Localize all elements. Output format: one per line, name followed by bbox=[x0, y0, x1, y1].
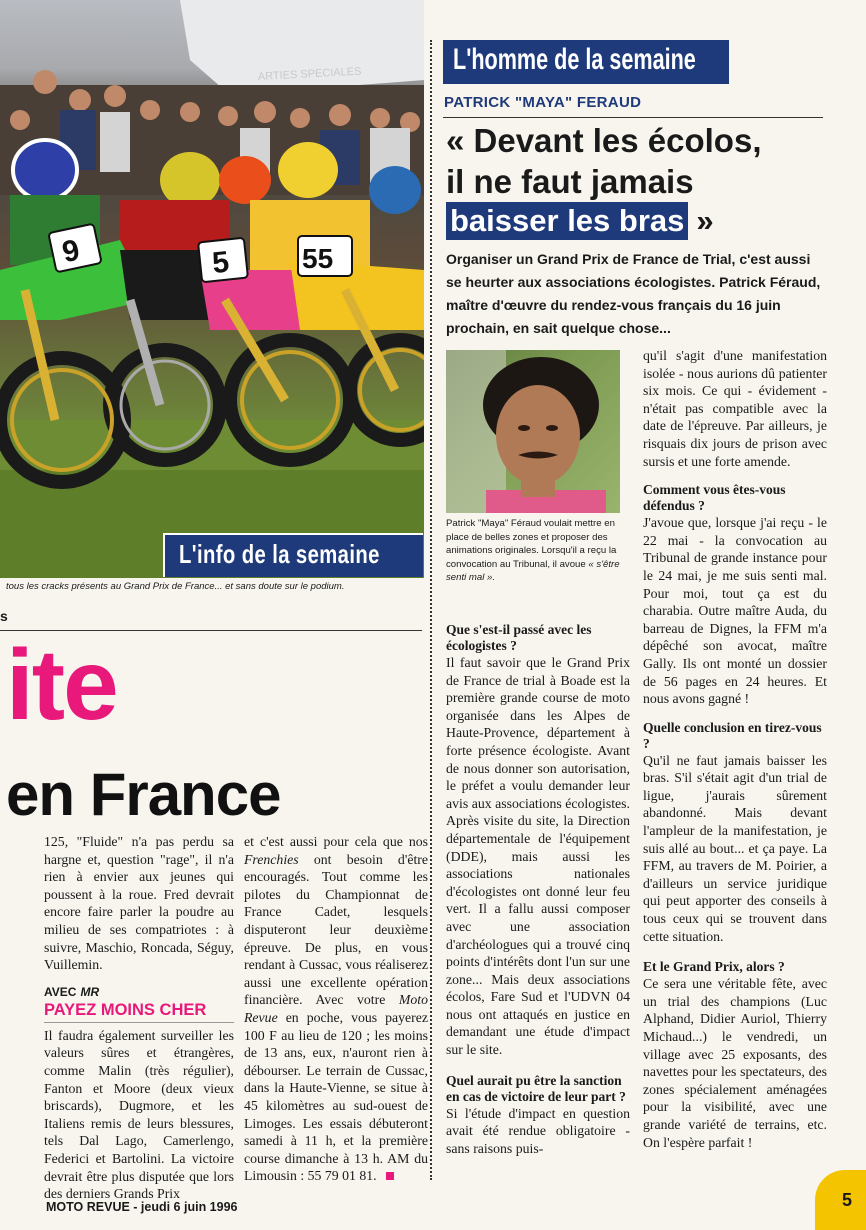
tent-text: ARTIES SPECIALES bbox=[257, 65, 362, 83]
page-number: 5 bbox=[842, 1190, 853, 1210]
answer-2: Si l'étude d'impact en question avait été rendue obligatoire - sans raisons puis- bbox=[446, 1105, 630, 1156]
avec-label: AVEC bbox=[44, 984, 77, 999]
col2-part-a: et c'est aussi pour cela que nos bbox=[244, 834, 428, 849]
question-1: Que s'est-il passé avec les écologistes ? bbox=[446, 622, 592, 653]
question-4: Quelle conclusion en tirez-vous ? bbox=[643, 719, 822, 751]
interviewee-name: PATRICK "MAYA" FERAUD bbox=[444, 94, 642, 111]
tent-canopy bbox=[180, 0, 424, 95]
title-line-2: il ne faut jamais bbox=[446, 163, 694, 200]
end-square bbox=[386, 1172, 394, 1180]
answer-5: Ce sera une véritable fête, avec un trial des champions (Luc Alphand, Didier Auriol, Thierry Michaud...) le vendredi, un village avec 25 exposants, des navettes pour les spectateurs, des zones spécialement aménagées pour la visibilité, avec une grande variété de terrains, etc. On l'espère parfait ! bbox=[643, 976, 827, 1150]
qa-col-2 bbox=[643, 347, 827, 1151]
payez-moins-cher: PAYEZ MOINS CHER bbox=[44, 1001, 234, 1023]
motocross-scene bbox=[0, 0, 424, 578]
kicker-text: L'homme de la semaine bbox=[453, 43, 696, 76]
col2-moto-revue: Moto Revue bbox=[244, 992, 429, 1025]
left-col-1 bbox=[44, 833, 234, 1203]
portrait-photo bbox=[446, 350, 620, 513]
plate-number-5: 5 bbox=[210, 245, 231, 281]
answer-1: Il faut savoir que le Grand Prix de France de trial à Boade est la première grande course de moto organisée dans les Alpes de Haute-Provence, département à forte présence écologiste. Avant de nous donner son autorisation, le préfet a voulu demander leur avis aux associations écologistes. Après visite du site, la Direction départementale de l'équipement (DDE), mais aussi les associations nationales d'écologistes ont donné leur feu vert. Il a fallu aussi composer avec une association d'archéologues qui a trouvé cinq points d'intérêts dont l'un sur une zone... Mais deux associations écolos, Fare Sud et l'UDVN 04 nous ont attaqués en justice en demandant une étude d'impact sur le site. bbox=[446, 655, 630, 1058]
plate-number-9: 9 bbox=[59, 233, 83, 270]
left-col2-text bbox=[244, 833, 428, 1185]
answer-2-cont: qu'il s'agit d'une manifestation isolée - nous aurions dû patienter six mois. Ce qui - évidement - n'était pas compatible avec la date de l'épreuve. Par ailleurs, je risquais dix jours de prison avec sursis et une forte amende. bbox=[643, 348, 827, 469]
intro-text: Organiser un Grand Prix de France de Trial, c'est aussi se heurter aux associations écologistes. Patrick Féraud, maître d'œuvre du rendez-vous français du 16 juin prochain, en sait quelque chose... bbox=[446, 251, 821, 336]
col2-frenchies: Frenchies bbox=[244, 851, 299, 867]
portrait-caption-text: Patrick "Maya" Féraud voulait mettre en place de belles zones et proposer des animations originales. Lorsqu'il a reçu la convocation au Tribunal, il avoue bbox=[446, 518, 617, 570]
left-col-2 bbox=[244, 833, 428, 1185]
avec-mr bbox=[44, 983, 234, 1001]
title-highlight: baisser les bras bbox=[446, 202, 688, 240]
left-col1-text: 125, "Fluide" n'a pas perdu sa hargne et, question "rage", il n'a rien à envier aux jeunes qui poussent à la roue. Fred devrait encore faire parler la poudre au milieu de ses compatriotes : à suivre, Maschio, Roncada, Séguy, Vuillemin. bbox=[44, 834, 234, 973]
left-edge-mark: s bbox=[0, 608, 8, 624]
kicker-banner bbox=[443, 40, 729, 84]
portrait-illustration bbox=[446, 350, 620, 513]
motocross-photo bbox=[0, 0, 424, 578]
portrait-caption-quote: « s'être senti mal ». bbox=[446, 558, 620, 583]
title-close-quote: » bbox=[696, 203, 714, 238]
answer-3: J'avoue que, lorsque j'ai reçu - le 22 mai - la convocation au Tribunal de grande instance pour le 24 mai, je me suis senti mal. Pour moi, tout ça est du charabia. Outre maître Auda, du barreau de Dignes, la FFM m'a dépêché son avocat, maître Gally. Ils ont monté un dossier de 56 pages en 24 heures. Et nous avons gagné ! bbox=[643, 515, 827, 707]
photo-caption: tous les cracks présents au Grand Prix de France... et sans doute sur le podium. bbox=[6, 581, 345, 592]
question-3: Comment vous êtes-vous défendus ? bbox=[643, 482, 786, 514]
plate-number-55: 55 bbox=[302, 243, 334, 274]
title-rule bbox=[443, 117, 823, 118]
footer-text: MOTO REVUE - jeudi 6 juin 1996 bbox=[46, 1200, 238, 1214]
title-line-1: « Devant les écolos, bbox=[446, 122, 762, 159]
question-2: Quel aurait pu être la sanction en cas de victoire de leur part ? bbox=[446, 1072, 626, 1104]
answer-4: Qu'il ne faut jamais baisser les bras. S'il s'était agit d'un trial de ligue, j'aurais sûrement abandonné. Mais devant l'ampleur de la manifestation, je suis allé au bout... et ça paye. La FFM, au travers de M. Poirier, a d'ailleurs un service juridique qui peut apporter des conseils à tous ceux qui se trouvent dans cette situation. bbox=[643, 752, 827, 944]
qa-col-1 bbox=[446, 622, 630, 1157]
question-5: Et le Grand Prix, alors ? bbox=[643, 959, 785, 975]
col2-part-c: en poche, vous payerez 100 F au lieu de 120 ; les moins de 13 ans, eux, n'auront rien à débourser. Le terrain de Cussac, dans la Haute-Vienne, se situe à 45 kilomètres au sud-ouest de Limoges. Les essais débuteront samedi à 11 h, et la première course dimanche à 13 h. AM du Limousin : 55 79 01 81. bbox=[244, 1009, 428, 1184]
info-banner bbox=[163, 533, 423, 577]
mr-label: MR bbox=[80, 984, 100, 999]
headline-ite: ite bbox=[6, 629, 117, 741]
title-line-3 bbox=[446, 202, 714, 240]
col2-part-b: ont besoin d'être encouragés. Tout comme les pilotes du Championnat de France Cadet, lesquels disputeront leur deuxième épreuve. De plus, en vous rendant à Cussac, vous réaliserez aussi une excellente opération financière. Avec votre bbox=[244, 851, 428, 1008]
portrait-caption bbox=[446, 517, 626, 585]
page-number-tab bbox=[815, 1170, 866, 1230]
column-separator bbox=[430, 40, 432, 1180]
headline-en-france: en France bbox=[6, 761, 281, 828]
info-banner-text: L'info de la semaine bbox=[179, 539, 380, 569]
left-col1-text2: Il faudra également surveiller les valeurs sûres et étrangères, comme Malin (très régulier), Fanton et Moore (deux vieux briscards), Dugmore, et les Italiens remis de leurs blessures, tels Dal Lago, Camerlengo, Federici et Bartolini. La victoire devrait être plus disputée que lors des derniers Grands Prix bbox=[44, 1027, 234, 1202]
